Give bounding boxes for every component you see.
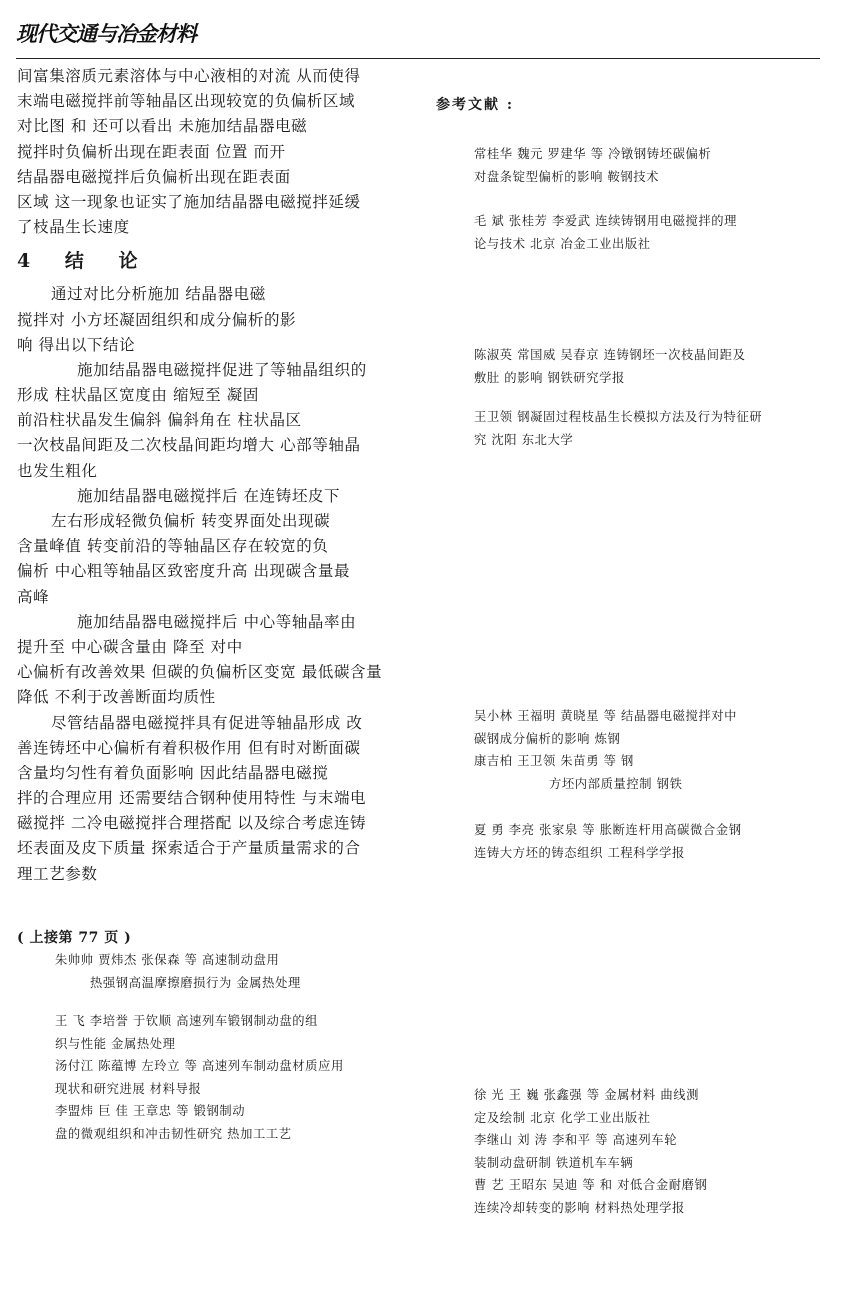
body-text-line: 结晶器电磁搅拌后负偏析出现在距表面 [17,167,291,186]
reference-line: 究 沈阳 东北大学 [474,432,574,447]
reference-line: 康吉柏 王卫领 朱苗勇 等 钢 [474,754,634,768]
reference-block-bottom [474,1084,822,1219]
reference-block-top [474,143,822,255]
reference-line: 李盟炜 巨 佳 王章忠 等 锻钢制动 [55,1104,246,1118]
reference-line: 吴小林 王福明 黄晓星 等 结晶器电磁搅拌对中 [474,709,738,723]
reference-line: 常桂华 魏元 罗建华 等 冷镦钢铸坯碳偏析 [474,147,712,161]
reference-line: 定及绘制 北京 化学工业出版社 [474,1110,651,1125]
reference-line: 敷肚 的影响 钢铁研究学报 [474,370,625,385]
body-text-line: 含量均匀性有着负面影响 因此结晶器电磁搅 [17,763,329,782]
journal-header-title: 现代交通与冶金材料 [16,22,196,46]
reference-line: 装制动盘研制 铁道机车车辆 [474,1155,634,1170]
body-text-line: 前沿柱状晶发生偏斜 偏斜角在 柱状晶区 [17,411,302,430]
body-text-line: 搅拌对 小方坯凝固组织和成分偏析的影 [17,310,297,329]
body-text-line: 施加结晶器电磁搅拌促进了等轴晶组织的 [77,360,367,379]
body-text-line: 区域 这一现象也证实了施加结晶器电磁搅拌延缓 [17,192,361,211]
reference-line: 连续冷却转变的影响 材料热处理学报 [474,1200,685,1215]
body-text-line: 一次枝晶间距及二次枝晶间距均增大 心部等轴晶 [17,436,361,455]
reference-line: 朱帅帅 贾炜杰 张保森 等 高速制动盘用 [55,953,280,967]
header-divider [16,58,820,59]
reference-block-middle [474,344,822,451]
body-text-line: 偏析 中心粗等轴晶区致密度升高 出现碳含量最 [17,562,351,581]
body-text-line: 施加结晶器电磁搅拌后 在连铸坯皮下 [77,486,341,505]
body-text-line: 心偏析有改善效果 但碳的负偏析区变宽 最低碳含量 [17,663,383,682]
left-column [17,64,401,887]
body-text-line: 拌的合理应用 还需要结合钢种使用特性 与末端电 [17,789,367,808]
body-text-line: 尽管结晶器电磁搅拌具有促进等轴晶形成 改 [51,713,363,732]
body-text-line: 善连铸坯中心偏析有着积极作用 但有时对断面碳 [17,738,361,757]
reference-line: 徐 光 王 巍 张鑫强 等 金属材料 曲线测 [474,1088,700,1102]
body-text-line: 也发生粗化 [17,461,98,480]
body-text-line: 末端电磁搅拌前等轴晶区出现较宽的负偏析区域 [17,92,356,111]
body-text-line: 形成 柱状晶区宽度由 缩短至 凝固 [17,386,259,405]
reference-line: 方坯内部质量控制 钢铁 [549,776,683,791]
reference-line: 连铸大方坯的铸态组织 工程科学学报 [474,845,685,860]
reference-line: 织与性能 金属热处理 [55,1036,176,1051]
reference-line: 汤付江 陈蕴博 左玲立 等 高速列车制动盘材质应用 [55,1059,344,1073]
reference-line: 王 飞 李培誉 于钦顺 高速列车锻钢制动盘的组 [55,1014,319,1028]
body-text-line: 磁搅拌 二冷电磁搅拌合理搭配 以及综合考虑连铸 [17,814,367,833]
body-text-line: 对比图 和 还可以看出 未施加结晶器电磁 [17,117,308,136]
body-text-line: 搅拌时负偏析出现在距表面 位置 而开 [17,142,286,161]
continued-reference-list [55,949,405,1145]
body-text-line: 坯表面及皮下质量 探索适合于产量质量需求的合 [17,839,361,858]
body-text-line: 间富集溶质元素溶体与中心液相的对流 从而使得 [17,67,361,85]
reference-line: 盘的微观组织和冲击韧性研究 热加工工艺 [55,1126,292,1141]
section-heading-conclusion: 4 结 论 [17,250,152,273]
body-text-line: 降低 不利于改善断面均质性 [17,688,216,707]
continued-from-label: ( 上接第 77 页 ) [17,930,132,946]
body-text-line: 含量峰值 转变前沿的等轴晶区存在较宽的负 [17,537,329,556]
reference-line: 现状和研究进展 材料导报 [55,1081,202,1096]
references-heading: 参考文献 : [436,97,515,113]
reference-line: 碳钢成分偏析的影响 炼钢 [474,731,621,746]
body-text-line: 施加结晶器电磁搅拌后 中心等轴晶率由 [77,612,357,631]
reference-line: 热强钢高温摩擦磨损行为 金属热处理 [90,975,301,990]
body-text-line: 了枝晶生长速度 [17,218,130,237]
reference-line: 论与技术 北京 冶金工业出版社 [474,236,651,251]
reference-line: 对盘条锭型偏析的影响 鞍钢技术 [474,169,660,184]
reference-block-lower [474,705,822,864]
reference-line: 曹 艺 王昭东 吴迪 等 和 对低合金耐磨钢 [474,1178,708,1192]
reference-line: 李继山 刘 涛 李和平 等 高速列车轮 [474,1133,678,1147]
body-text-line: 响 得出以下结论 [17,335,136,354]
reference-line: 王卫领 钢凝固过程枝晶生长模拟方法及行为特征研 [474,410,763,424]
body-text-line: 通过对比分析施加 结晶器电磁 [51,285,266,304]
reference-line: 夏 勇 李亮 张家泉 等 胀断连杆用高碳微合金钢 [474,823,742,837]
body-text-line: 理工艺参数 [17,864,98,883]
body-text-line: 左右形成轻微负偏析 转变界面处出现碳 [51,512,331,530]
reference-line: 陈淑英 常国威 吴春京 连铸钢坯一次枝晶间距及 [474,348,746,362]
body-text-line: 提升至 中心碳含量由 降至 对中 [17,637,243,656]
reference-line: 毛 斌 张桂芳 李爱武 连续铸钢用电磁搅拌的理 [474,214,738,228]
body-text-line: 高峰 [17,587,50,606]
